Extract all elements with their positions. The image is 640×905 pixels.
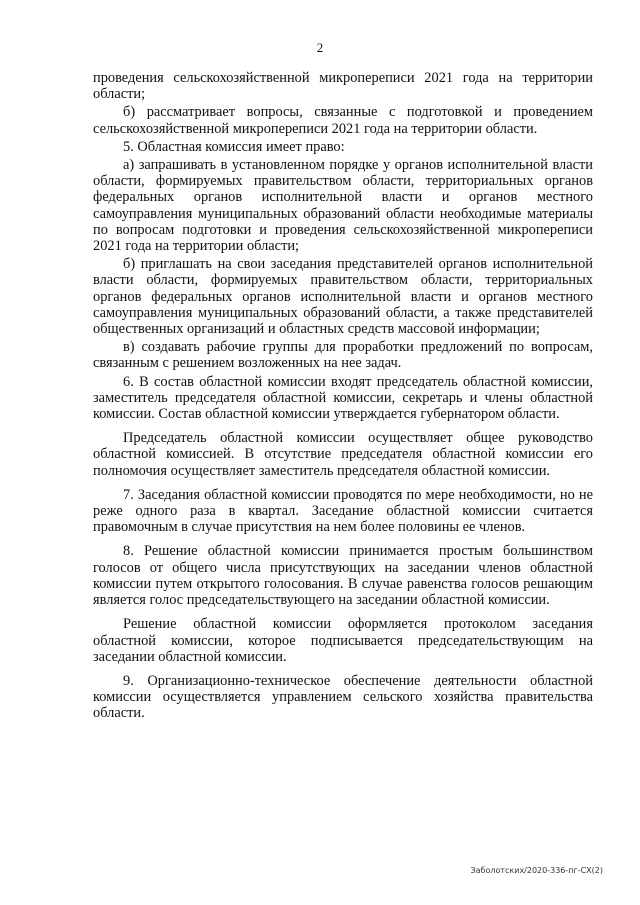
paragraph-9: 9. Организационно-техническое обеспечение деятельности областной комиссии осуществляется управлением сельского хозяйства правительства области. [93, 672, 593, 722]
document-body [93, 70, 593, 724]
paragraph-5a: а) запрашивать в установленном порядке у органов исполнительной власти области, формируемых правительством области, территориальных органов федеральных органов исполнительной власти и органов местного самоуправления муниципальных образований области необходимые материалы по вопросам подготовки и проведения сельскохозяйственной микропереписи 2021 года на территории области; [93, 157, 593, 255]
paragraph-5b: б) приглашать на свои заседания представителей органов исполнительной власти области, формируемых правительством области, территориальных органов федеральных органов исполнительной власти и органов местного самоуправления муниципальных образований области, а также представителей общественных организаций и областных средств массовой информации; [93, 256, 593, 338]
paragraph-4b: б) рассматривает вопросы, связанные с подготовкой и проведением сельскохозяйственной микропереписи 2021 года на территории области. [93, 104, 593, 137]
paragraph-8-protocol: Решение областной комиссии оформляется протоколом заседания областной комиссии, которое подписывается председательствующим на заседании областной комиссии. [93, 616, 593, 665]
paragraph-1-continuation: проведения сельскохозяйственной микропереписи 2021 года на территории области; [93, 70, 593, 103]
document-footer-code: Заболотских/2020-336-пг-СХ(2) [470, 866, 603, 875]
paragraph-6: 6. В состав областной комиссии входят председатель областной комиссии, заместитель председателя областной комиссии, секретарь и члены областной комиссии. Состав областной комиссии утверждается губернатором области. [93, 373, 593, 423]
paragraph-8: 8. Решение областной комиссии принимается простым большинством голосов от общего числа присутствующих на заседании членов областной комиссии путем открытого голосования. В случае равенства голосов решающим является голос председательствующего на заседании областной комиссии. [93, 543, 593, 609]
paragraph-5v: в) создавать рабочие группы для проработки предложений по вопросам, связанным с решением возложенных на нее задач. [93, 339, 593, 372]
paragraph-7: 7. Заседания областной комиссии проводятся по мере необходимости, но не реже одного раза в квартал. Заседание областной комиссии считается правомочным в случае присутствия на нем более половины ее членов. [93, 486, 593, 536]
page-number: 2 [316, 40, 324, 55]
paragraph-6-chairman: Председатель областной комиссии осуществляет общее руководство областной комиссией. В отсутствие председателя областной комиссии его полномочия осуществляет заместитель председателя областной комиссии. [93, 430, 593, 479]
paragraph-5-heading: 5. Областная комиссия имеет право: [123, 138, 345, 155]
